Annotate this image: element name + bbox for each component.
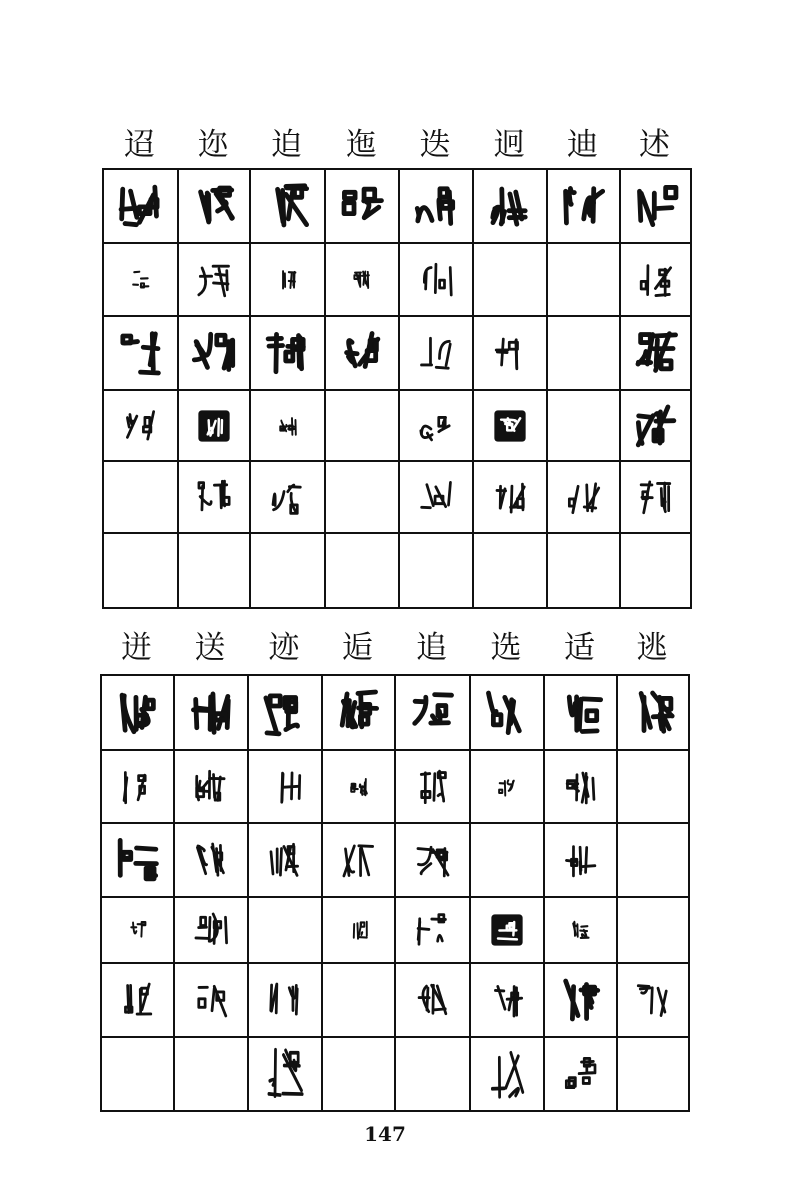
glyph-cell [102,964,175,1038]
glyph-cell [621,244,692,317]
glyph-cell [102,676,175,751]
ancient-glyph-medium-icon [122,406,160,446]
glyph-cell [548,170,621,244]
glyph-cell [251,317,326,391]
glyph-cell [621,391,692,462]
ancient-glyph-small-icon [278,269,298,291]
column-header-char: 送 [194,630,226,666]
ancient-glyph-large-icon [411,181,461,231]
glyph-cell [471,1038,545,1112]
glyph-cell [102,751,175,824]
glyph-cell [396,964,471,1038]
column-header-char: 迪 [567,127,598,163]
glyph-cell [104,534,179,609]
glyph-cell [175,676,249,751]
ancient-glyph-large-icon [628,688,678,738]
glyph-cell [548,391,621,462]
column-header-char: 追 [416,630,447,666]
ancient-glyph-medium-icon [637,260,675,300]
ancient-glyph-small-icon [349,776,369,798]
glyph-cell [175,824,249,898]
glyph-cell [618,898,690,964]
glyph-cell [396,1038,471,1112]
glyph-cell [102,1038,175,1112]
glyph-cell [251,534,326,609]
glyph-cell [326,317,400,391]
ancient-glyph-large-icon [189,328,239,378]
glyph-cell [548,244,621,317]
glyph-cell [104,391,179,462]
glyph-cell [400,462,474,534]
seal-stamp-icon [490,913,524,947]
ancient-glyph-medium-icon [414,767,452,807]
glyph-cell [175,1038,249,1112]
ancient-glyph-medium-icon [414,840,452,880]
ancient-glyph-medium-icon [491,477,529,517]
glyph-cell [474,462,548,534]
glyph-cell [621,170,692,244]
glyph-cell [179,534,251,609]
glyph-cell [545,824,618,898]
glyph-cell [326,391,400,462]
glyph-cell [323,676,396,751]
glyph-cell [474,244,548,317]
ancient-glyph-medium-icon [266,840,304,880]
glyph-cell [249,751,323,824]
glyph-cell [621,317,692,391]
ancient-glyph-medium-icon [269,477,307,517]
glyph-cell [396,898,471,964]
glyph-cell [249,676,323,751]
glyph-cell [618,824,690,898]
glyph-cell [545,751,618,824]
ancient-glyph-medium-icon [562,840,600,880]
ancient-glyph-medium-icon [192,840,230,880]
glyph-cell [251,244,326,317]
ancient-glyph-large-icon [263,328,313,378]
ancient-glyph-small-icon [131,269,151,291]
column-header-char: 迸 [121,630,152,666]
glyph-cell [179,244,251,317]
ancient-glyph-small-icon [571,919,591,941]
glyph-cell [323,751,396,824]
column-header-char: 迢 [124,127,155,163]
glyph-cell [323,824,396,898]
glyph-cell [618,676,690,751]
page-number: 147 [364,1122,406,1146]
glyph-cell [323,898,396,964]
ancient-glyph-medium-icon [417,260,455,300]
glyph-cell [326,244,400,317]
ancient-glyph-large-icon [113,835,163,885]
ancient-glyph-tall-icon [262,1043,308,1105]
glyph-cell [545,1038,618,1112]
glyph-cell [400,317,474,391]
glyph-cell [474,534,548,609]
ancient-glyph-medium-icon [414,980,452,1020]
ancient-glyph-large-icon [260,688,310,738]
ancient-glyph-medium-icon [266,767,304,807]
ancient-glyph-large-icon [334,688,384,738]
glyph-cell [548,534,621,609]
ancient-glyph-medium-icon [417,406,455,446]
glyph-cell [104,462,179,534]
glyph-cell [545,676,618,751]
glyph-cell [545,898,618,964]
ancient-glyph-large-icon [559,181,609,231]
ancient-glyph-large-icon [116,181,166,231]
ancient-glyph-large-icon [482,688,532,738]
ancient-glyph-medium-icon [119,980,157,1020]
ancient-glyph-small-icon [497,776,517,798]
glyph-cell [179,391,251,462]
column-header-char: 迹 [268,630,300,666]
glyph-cell [249,964,323,1038]
ancient-glyph-small-icon [128,919,148,941]
ancient-glyph-medium-icon [195,260,233,300]
glyph-cell [618,1038,690,1112]
glyph-cell [179,170,251,244]
ancient-glyph-medium-icon [562,1054,600,1094]
column-header-char: 选 [490,630,522,666]
glyph-cell [621,534,692,609]
glyph-cell [396,824,471,898]
glyph-cell [175,898,249,964]
glyph-cell [102,898,175,964]
ancient-glyph-medium-icon [119,767,157,807]
glyph-cell [104,170,179,244]
glyph-cell [400,170,474,244]
ancient-glyph-tall-icon [484,1043,530,1105]
glyph-cell [251,170,326,244]
glyph-cell [548,317,621,391]
glyph-cell [396,751,471,824]
ancient-glyph-large-icon [556,975,606,1025]
glyph-cell [175,751,249,824]
glyph-cell [179,317,251,391]
glyph-cell [471,824,545,898]
ancient-glyph-large-icon [116,328,166,378]
glyph-cell [474,317,548,391]
glyph-cell [400,534,474,609]
column-header-char: 适 [564,630,595,666]
ancient-glyph-large-icon [408,688,458,738]
ancient-glyph-medium-icon [340,840,378,880]
glyph-cell [474,170,548,244]
glyph-cell [175,964,249,1038]
glyph-cell [251,462,326,534]
column-header-char: 迭 [419,127,451,163]
ancient-glyph-medium-icon [192,910,230,950]
ancient-glyph-large-icon [556,688,606,738]
ancient-glyph-small-icon [349,919,369,941]
glyph-cell [251,391,326,462]
ancient-glyph-medium-icon [488,980,526,1020]
column-header-char: 迫 [271,127,302,163]
ancient-glyph-medium-icon [192,980,230,1020]
character-table-1 [102,168,692,609]
ancient-glyph-medium-icon [195,477,233,517]
glyph-cell [400,391,474,462]
ancient-glyph-large-icon [189,181,239,231]
glyph-cell [618,964,690,1038]
ancient-glyph-small-icon [352,269,372,291]
ancient-glyph-medium-icon [266,980,304,1020]
ancient-glyph-medium-icon [414,910,452,950]
column-header-char: 逃 [636,630,668,666]
glyph-cell [471,751,545,824]
ancient-glyph-medium-icon [565,477,603,517]
ancient-glyph-large-icon [263,181,313,231]
column-header-char: 述 [639,127,670,163]
glyph-cell [400,244,474,317]
ancient-glyph-medium-icon [417,333,455,373]
ancient-glyph-medium-icon [562,767,600,807]
seal-stamp-icon [493,409,527,443]
column-header-char: 逅 [342,630,373,666]
ancient-glyph-large-icon [485,181,535,231]
character-table-2 [100,674,690,1112]
glyph-cell [471,676,545,751]
ancient-glyph-large-icon [113,688,163,738]
glyph-cell [548,462,621,534]
glyph-cell [249,898,323,964]
glyph-cell [618,751,690,824]
ancient-glyph-medium-icon [634,980,672,1020]
ancient-glyph-medium-icon [491,333,529,373]
glyph-cell [323,964,396,1038]
column-header-char: 迤 [345,127,377,163]
glyph-cell [545,964,618,1038]
ancient-glyph-small-icon [278,415,298,437]
ancient-glyph-large-icon [631,181,681,231]
glyph-cell [471,898,545,964]
glyph-cell [323,1038,396,1112]
glyph-cell [621,462,692,534]
glyph-cell [179,462,251,534]
glyph-cell [249,824,323,898]
glyph-cell [326,462,400,534]
glyph-cell [104,317,179,391]
glyph-cell [326,170,400,244]
ancient-glyph-medium-icon [417,477,455,517]
column-header-char: 迥 [493,127,525,163]
ancient-glyph-large-icon [631,328,681,378]
glyph-cell [471,964,545,1038]
ancient-glyph-medium-icon [192,767,230,807]
glyph-cell [102,824,175,898]
seal-stamp-icon [197,409,231,443]
ancient-glyph-large-icon [186,688,236,738]
glyph-cell [326,534,400,609]
glyph-cell [249,1038,323,1112]
column-header-char: 迩 [197,127,229,163]
ancient-glyph-large-icon [337,181,387,231]
ancient-glyph-medium-icon [637,477,675,517]
glyph-cell [396,676,471,751]
ancient-glyph-large-icon [337,328,387,378]
glyph-cell [104,244,179,317]
ancient-glyph-large-icon [631,401,681,451]
glyph-cell [474,391,548,462]
